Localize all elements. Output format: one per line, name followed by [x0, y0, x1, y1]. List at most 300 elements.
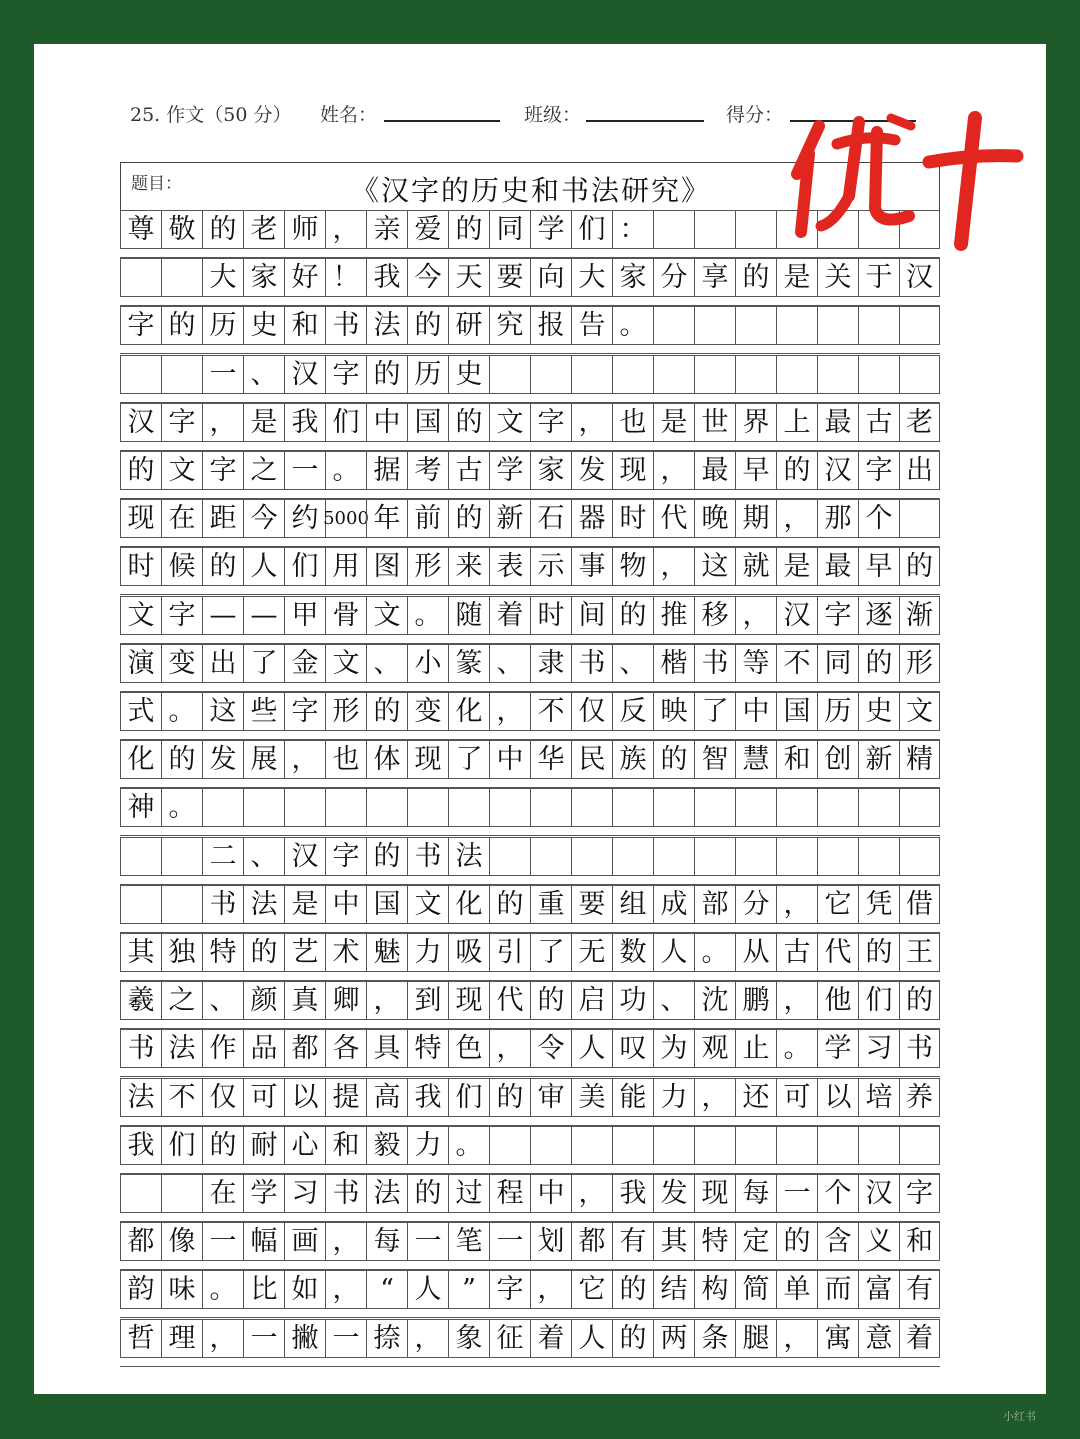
grid-cell: ，: [366, 981, 407, 1019]
grid-cell: 们: [284, 547, 325, 585]
grid-row: [120, 1174, 940, 1212]
grid-cell: ，: [325, 1270, 366, 1308]
grid-row: [120, 547, 940, 585]
grid-cell: [858, 355, 899, 393]
grid-cell: 年: [366, 499, 407, 537]
grid-cell: ，: [571, 403, 612, 441]
grid-cell: ，: [776, 499, 817, 537]
grid-cell: 的: [243, 933, 284, 971]
grid-cell: [284, 788, 325, 826]
grid-cell: 一: [325, 1319, 366, 1357]
grid-cell: ，: [325, 1222, 366, 1260]
grid-cell: 法: [366, 306, 407, 344]
grid-cell: 书: [694, 644, 735, 682]
grid-cell: [858, 837, 899, 875]
question-number: 25. 作文（50 分）: [130, 104, 292, 126]
grid-cell: 它: [571, 1270, 612, 1308]
grid-cell: 。: [612, 306, 653, 344]
grid-cell: 的: [366, 692, 407, 730]
composition-grid: [120, 162, 940, 1374]
grid-cell: 力: [407, 1126, 448, 1164]
grid-row: [120, 1319, 940, 1357]
grid-cell: 发: [653, 1174, 694, 1212]
grid-cell: 了: [243, 644, 284, 682]
grid-row: [120, 788, 940, 826]
grid-cell: 在: [202, 1174, 243, 1212]
grid-cell: 味: [161, 1270, 202, 1308]
grid-cell: 等: [735, 644, 776, 682]
grid-cell: 分: [653, 258, 694, 296]
grid-cell: 享: [694, 258, 735, 296]
grid-cell: 化: [120, 740, 161, 778]
grid-cell: 有: [612, 1222, 653, 1260]
grid-cell: 凭: [858, 885, 899, 923]
grid-cell: 简: [735, 1270, 776, 1308]
grid-cell: 变: [161, 644, 202, 682]
grid-cell: 新: [489, 499, 530, 537]
grid-cell: —: [202, 596, 243, 634]
grid-cell: 书: [120, 1029, 161, 1067]
grid-cell: 大: [202, 258, 243, 296]
grid-cell: 寓: [817, 1319, 858, 1357]
grid-cell: 都: [284, 1029, 325, 1067]
grid-cell: 和: [899, 1222, 940, 1260]
grid-cell: 一: [202, 1222, 243, 1260]
grid-cell: 器: [571, 499, 612, 537]
grid-cell: 这: [202, 692, 243, 730]
grid-cell: 分: [735, 885, 776, 923]
grid-cell: [694, 1126, 735, 1164]
grid-cell: 毅: [366, 1126, 407, 1164]
grid-cell: 各: [325, 1029, 366, 1067]
grid-cell: [120, 258, 161, 296]
grid-cell: 和: [776, 740, 817, 778]
grid-cell: —: [243, 596, 284, 634]
grid-cell: 在: [161, 499, 202, 537]
grid-cell: 引: [489, 933, 530, 971]
grid-cell: 条: [694, 1319, 735, 1357]
grid-cell: 独: [161, 933, 202, 971]
grid-cell: 新: [858, 740, 899, 778]
grid-cell: 化: [448, 885, 489, 923]
grid-cell: 形: [325, 692, 366, 730]
grid-cell: 前: [407, 499, 448, 537]
grid-cell: 汉: [120, 403, 161, 441]
grid-cell: 单: [776, 1270, 817, 1308]
grid-cell: 的: [202, 1126, 243, 1164]
grid-cell: [653, 306, 694, 344]
grid-cell: 过: [448, 1174, 489, 1212]
grid-cell: [735, 210, 776, 248]
grid-cell: 文: [899, 692, 940, 730]
grid-cell: 的: [448, 403, 489, 441]
grid-cell: 表: [489, 547, 530, 585]
grid-cell: 推: [653, 596, 694, 634]
grid-cell: 仅: [202, 1078, 243, 1116]
grid-cell: [612, 1126, 653, 1164]
grid-cell: 组: [612, 885, 653, 923]
grid-cell: 早: [735, 451, 776, 489]
grid-cell: 的: [202, 547, 243, 585]
grid-cell: 神: [120, 788, 161, 826]
grid-cell: [530, 788, 571, 826]
grid-cell: 艺: [284, 933, 325, 971]
grid-cell: 富: [858, 1270, 899, 1308]
grid-cell: [653, 1126, 694, 1164]
grid-cell: [694, 306, 735, 344]
grid-cell: 家: [612, 258, 653, 296]
grid-cell: 书: [325, 1174, 366, 1212]
grid-cell: 式: [120, 692, 161, 730]
grid-cell: 历: [202, 306, 243, 344]
grid-cell: [858, 306, 899, 344]
grid-cell: 究: [489, 306, 530, 344]
grid-cell: 史: [243, 306, 284, 344]
grid-cell: 。: [448, 1126, 489, 1164]
grid-cell: 、: [366, 644, 407, 682]
grid-cell: [612, 355, 653, 393]
grid-cell: 有: [899, 1270, 940, 1308]
grid-cell: [489, 837, 530, 875]
grid-cell: 现: [407, 740, 448, 778]
grid-cell: 可: [243, 1078, 284, 1116]
grid-cell: 最: [817, 547, 858, 585]
grid-cell: 学: [243, 1174, 284, 1212]
grid-cell: 、: [653, 981, 694, 1019]
grid-cell: 一: [284, 451, 325, 489]
watermark: 小红书: [1003, 1410, 1036, 1423]
grid-cell: 一: [202, 355, 243, 393]
grid-cell: 和: [284, 306, 325, 344]
grid-cell: 爱: [407, 210, 448, 248]
grid-cell: 的: [899, 981, 940, 1019]
grid-cell: 的: [735, 258, 776, 296]
grid-cell: 们: [448, 1078, 489, 1116]
grid-cell: 楷: [653, 644, 694, 682]
grid-cell: 时: [530, 596, 571, 634]
grid-cell: 古: [448, 451, 489, 489]
grid-cell: 而: [817, 1270, 858, 1308]
grid-cell: 那: [817, 499, 858, 537]
grid-cell: [817, 1126, 858, 1164]
grid-cell: 现: [612, 451, 653, 489]
grid-cell: 候: [161, 547, 202, 585]
grid-cell: 到: [407, 981, 448, 1019]
grid-cell: 5000: [325, 499, 366, 537]
grid-cell: 着: [489, 596, 530, 634]
grid-cell: 最: [817, 403, 858, 441]
grid-cell: 师: [284, 210, 325, 248]
grid-cell: 尊: [120, 210, 161, 248]
grid-cell: 特: [694, 1222, 735, 1260]
grid-cell: 术: [325, 933, 366, 971]
grid-cell: [120, 1174, 161, 1212]
grid-cell: [653, 837, 694, 875]
grid-cell: 笔: [448, 1222, 489, 1260]
grid-cell: 的: [776, 1222, 817, 1260]
grid-cell: 早: [858, 547, 899, 585]
grid-cell: 的: [653, 740, 694, 778]
grid-cell: 比: [243, 1270, 284, 1308]
grid-cell: 同: [489, 210, 530, 248]
grid-cell: 重: [530, 885, 571, 923]
grid-cell: 国: [776, 692, 817, 730]
grid-cell: [694, 837, 735, 875]
grid-cell: 体: [366, 740, 407, 778]
grid-cell: 篆: [448, 644, 489, 682]
grid-cell: 代: [489, 981, 530, 1019]
grid-cell: 们: [161, 1126, 202, 1164]
grid-cell: [448, 788, 489, 826]
grid-cell: 之: [243, 451, 284, 489]
grid-cell: 美: [571, 1078, 612, 1116]
grid-cell: 随: [448, 596, 489, 634]
grid-cell: 我: [120, 1126, 161, 1164]
grid-cell: [161, 258, 202, 296]
grid-cell: 都: [571, 1222, 612, 1260]
grid-cell: 图: [366, 547, 407, 585]
grid-cell: 的: [202, 210, 243, 248]
grid-cell: 一: [489, 1222, 530, 1260]
grid-cell: 变: [407, 692, 448, 730]
grid-cell: 。: [407, 596, 448, 634]
grid-cell: [120, 355, 161, 393]
grid-cell: 时: [120, 547, 161, 585]
grid-cell: 示: [530, 547, 571, 585]
grid-cell: 个: [817, 1174, 858, 1212]
grid-cell: 形: [407, 547, 448, 585]
grid-cell: [817, 837, 858, 875]
grid-cell: 家: [530, 451, 571, 489]
grid-cell: 家: [243, 258, 284, 296]
grid-cell: 骨: [325, 596, 366, 634]
grid-cell: 字: [325, 837, 366, 875]
grid-cell: 划: [530, 1222, 571, 1260]
grid-cell: 书: [202, 885, 243, 923]
grid-cell: 观: [694, 1029, 735, 1067]
grid-cell: [530, 355, 571, 393]
grid-row: [120, 692, 940, 730]
grid-cell: 文: [161, 451, 202, 489]
grid-cell: 民: [571, 740, 612, 778]
grid-cell: [366, 788, 407, 826]
grid-cell: 像: [161, 1222, 202, 1260]
grid-cell: 学: [817, 1029, 858, 1067]
grid-cell: 构: [694, 1270, 735, 1308]
grid-cell: 国: [407, 403, 448, 441]
grid-cell: [899, 355, 940, 393]
grid-cell: 文: [120, 596, 161, 634]
grid-cell: ，: [653, 451, 694, 489]
grid-cell: [161, 885, 202, 923]
grid-cell: 培: [858, 1078, 899, 1116]
grid-cell: 习: [858, 1029, 899, 1067]
grid-cell: 、: [243, 837, 284, 875]
grid-row: [120, 1270, 940, 1308]
grid-cell: 法: [243, 885, 284, 923]
grid-cell: 的: [899, 547, 940, 585]
grid-cell: ，: [735, 596, 776, 634]
grid-cell: 汉: [817, 451, 858, 489]
grid-cell: 华: [530, 740, 571, 778]
grid-cell: 叹: [612, 1029, 653, 1067]
grid-cell: 真: [284, 981, 325, 1019]
grid-cell: 如: [284, 1270, 325, 1308]
grid-cell: 的: [612, 1319, 653, 1357]
grid-cell: 今: [243, 499, 284, 537]
grid-cell: 古: [776, 933, 817, 971]
grid-cell: 不: [776, 644, 817, 682]
grid-cell: ，: [530, 1270, 571, 1308]
class-label: 班级：: [524, 104, 582, 126]
grid-cell: 中: [489, 740, 530, 778]
grid-cell: 我: [366, 258, 407, 296]
grid-cell: [489, 355, 530, 393]
grid-cell: 汉: [858, 1174, 899, 1212]
grid-cell: 书: [325, 306, 366, 344]
grid-cell: 卿: [325, 981, 366, 1019]
grid-cell: 画: [284, 1222, 325, 1260]
grid-cell: 着: [899, 1319, 940, 1357]
grid-cell: [489, 1126, 530, 1164]
grid-cell: 文: [407, 885, 448, 923]
grid-cell: 些: [243, 692, 284, 730]
grid-cell: 法: [120, 1078, 161, 1116]
grid-cell: 是: [243, 403, 284, 441]
grid-cell: “: [366, 1270, 407, 1308]
grid-cell: 精: [899, 740, 940, 778]
grid-cell: 以: [817, 1078, 858, 1116]
grid-cell: 族: [612, 740, 653, 778]
grid-cell: ，: [694, 1078, 735, 1116]
grid-cell: 的: [858, 933, 899, 971]
grid-cell: [694, 355, 735, 393]
grid-cell: 每: [735, 1174, 776, 1212]
grid-cell: [899, 306, 940, 344]
grid-cell: [407, 788, 448, 826]
grid-cell: 距: [202, 499, 243, 537]
grid-cell: 向: [530, 258, 571, 296]
grid-cell: 也: [612, 403, 653, 441]
grid-cell: 间: [571, 596, 612, 634]
grid-cell: [612, 837, 653, 875]
grid-cell: ，: [325, 210, 366, 248]
grid-cell: 象: [448, 1319, 489, 1357]
grid-cell: 的: [120, 451, 161, 489]
grid-cell: 法: [448, 837, 489, 875]
grid-cell: 金: [284, 644, 325, 682]
grid-cell: 小: [407, 644, 448, 682]
grid-cell: 的: [161, 740, 202, 778]
grid-cell: 从: [735, 933, 776, 971]
grid-cell: [530, 1126, 571, 1164]
grid-cell: [899, 499, 940, 537]
grid-cell: 腿: [735, 1319, 776, 1357]
grid-cell: [694, 788, 735, 826]
grid-cell: ，: [202, 403, 243, 441]
grid-cell: 养: [899, 1078, 940, 1116]
grid-cell: 界: [735, 403, 776, 441]
grid-cell: 人: [571, 1319, 612, 1357]
grid-cell: 历: [407, 355, 448, 393]
grid-cell: [161, 837, 202, 875]
grid-cell: 中: [366, 403, 407, 441]
grid-cell: 不: [530, 692, 571, 730]
grid-cell: 我: [284, 403, 325, 441]
grid-cell: 以: [284, 1078, 325, 1116]
grid-cell: 人: [243, 547, 284, 585]
grid-cell: 止: [735, 1029, 776, 1067]
grid-cell: ！: [325, 258, 366, 296]
grid-cell: 数: [612, 933, 653, 971]
grid-cell: 特: [407, 1029, 448, 1067]
grid-cell: 出: [202, 644, 243, 682]
grid-cell: 创: [817, 740, 858, 778]
grid-cell: 。: [776, 1029, 817, 1067]
grid-cell: 字: [489, 1270, 530, 1308]
grid-cell: 其: [120, 933, 161, 971]
grid-cell: ，: [776, 981, 817, 1019]
grid-cell: 字: [161, 596, 202, 634]
grid-cell: 告: [571, 306, 612, 344]
grid-cell: 物: [612, 547, 653, 585]
grid-cell: 约: [284, 499, 325, 537]
grid-cell: 国: [366, 885, 407, 923]
grid-row: [120, 258, 940, 296]
grid-cell: 中: [735, 692, 776, 730]
grid-cell: 晚: [694, 499, 735, 537]
grid-row: [120, 1222, 940, 1260]
grid-cell: 老: [243, 210, 284, 248]
grid-cell: 学: [489, 451, 530, 489]
grid-cell: 人: [407, 1270, 448, 1308]
grid-cell: 关: [817, 258, 858, 296]
grid-cell: 颜: [243, 981, 284, 1019]
grid-cell: 含: [817, 1222, 858, 1260]
grid-cell: [735, 306, 776, 344]
grid-cell: 今: [407, 258, 448, 296]
grid-cell: [653, 210, 694, 248]
grid-cell: [489, 788, 530, 826]
grid-cell: 每: [366, 1222, 407, 1260]
grid-cell: 和: [325, 1126, 366, 1164]
grid-cell: 。: [202, 1270, 243, 1308]
grid-cell: 可: [776, 1078, 817, 1116]
grid-cell: 学: [530, 210, 571, 248]
grid-row: [120, 451, 940, 489]
grid-cell: 隶: [530, 644, 571, 682]
grid-cell: 石: [530, 499, 571, 537]
grid-cell: 的: [489, 885, 530, 923]
grid-cell: 功: [612, 981, 653, 1019]
grid-cell: ，: [284, 740, 325, 778]
grid-cell: 作: [202, 1029, 243, 1067]
grid-cell: [776, 837, 817, 875]
grid-cell: 理: [161, 1319, 202, 1357]
grid-cell: 心: [284, 1126, 325, 1164]
grid-cell: 、: [612, 644, 653, 682]
grid-cell: 义: [858, 1222, 899, 1260]
grid-cell: 撇: [284, 1319, 325, 1357]
grid-cell: 汉: [284, 837, 325, 875]
grid-cell: 、: [243, 355, 284, 393]
grid-cell: 们: [325, 403, 366, 441]
grid-cell: 哲: [120, 1319, 161, 1357]
grid-cell: 要: [571, 885, 612, 923]
grid-cell: 字: [120, 306, 161, 344]
grid-row: [120, 1029, 940, 1067]
grid-cell: ：: [612, 210, 653, 248]
